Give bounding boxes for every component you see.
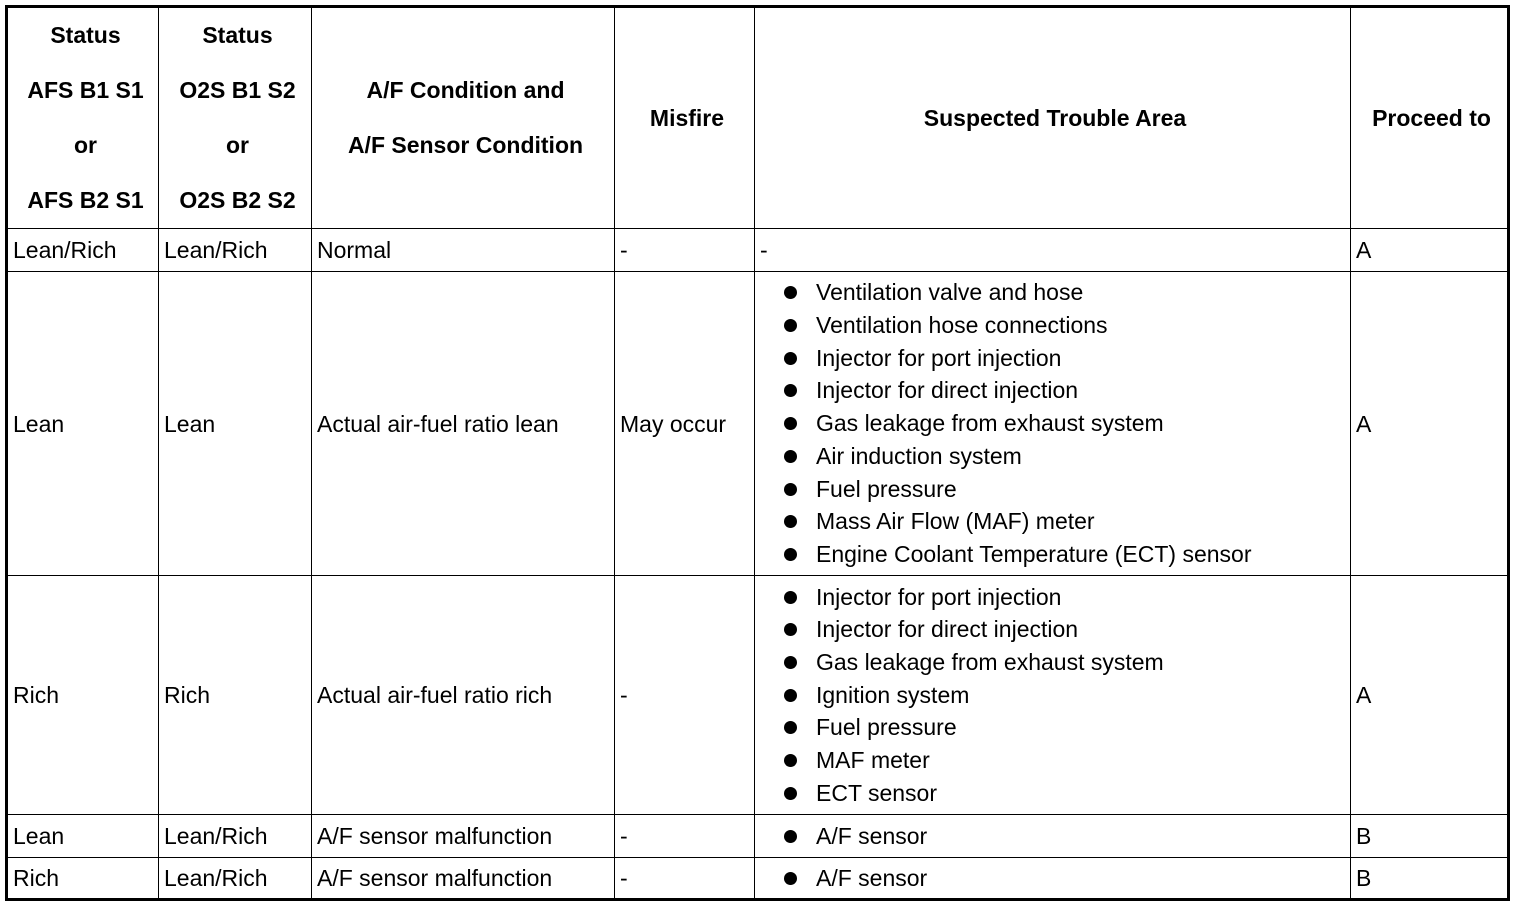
cell-af-condition: A/F sensor malfunction [312, 815, 615, 858]
trouble-area-item: Gas leakage from exhaust system [778, 646, 1350, 679]
cell-suspected-trouble-area [755, 858, 1351, 900]
header-o2s-line-4: O2S B2 S2 [179, 187, 296, 213]
header-trouble-label: Suspected Trouble Area [923, 105, 1187, 131]
trouble-area-item: Fuel pressure [778, 473, 1350, 506]
table-body [7, 229, 1509, 900]
trouble-area-item: Injector for port injection [778, 581, 1350, 614]
trouble-area-item: Injector for direct injection [778, 613, 1350, 646]
diagnostic-table [5, 5, 1510, 901]
cell-misfire: May occur [615, 272, 755, 576]
trouble-area-item: Gas leakage from exhaust system [778, 407, 1350, 440]
cell-proceed-to: B [1351, 858, 1509, 900]
cell-proceed-to: A [1351, 576, 1509, 815]
table-row [7, 272, 1509, 576]
cell-o2s-status: Lean/Rich [159, 858, 312, 900]
cell-misfire: - [615, 229, 755, 272]
cell-afs-status: Rich [7, 858, 159, 900]
trouble-area-item: Ignition system [778, 679, 1350, 712]
header-condition-line-2: A/F Sensor Condition [347, 132, 584, 158]
header-afs-line-2: AFS B1 S1 [27, 77, 144, 103]
header-misfire-label: Misfire [649, 105, 725, 131]
trouble-area-item: A/F sensor [778, 820, 1350, 853]
trouble-area-list [760, 581, 1350, 810]
trouble-area-item: Mass Air Flow (MAF) meter [778, 505, 1350, 538]
trouble-area-list [760, 862, 1350, 895]
cell-o2s-status: Lean/Rich [159, 229, 312, 272]
cell-suspected-trouble-area [755, 576, 1351, 815]
cell-suspected-trouble-area: - [755, 229, 1351, 272]
header-af-condition [312, 7, 615, 229]
cell-suspected-trouble-area [755, 815, 1351, 858]
trouble-area-item: Ventilation hose connections [778, 309, 1350, 342]
header-row [7, 7, 1509, 229]
header-o2s-status [159, 7, 312, 229]
trouble-area-item: Air induction system [778, 440, 1350, 473]
header-o2s-line-1: Status [202, 22, 273, 48]
header-afs-line-4: AFS B2 S1 [27, 187, 144, 213]
trouble-area-item: A/F sensor [778, 862, 1350, 895]
cell-misfire: - [615, 576, 755, 815]
header-proceed-to [1351, 7, 1509, 229]
header-misfire [615, 7, 755, 229]
cell-afs-status: Lean [7, 815, 159, 858]
cell-afs-status: Rich [7, 576, 159, 815]
trouble-area-item: Injector for direct injection [778, 374, 1350, 407]
trouble-area-item: Injector for port injection [778, 342, 1350, 375]
table-row [7, 815, 1509, 858]
cell-proceed-to: A [1351, 229, 1509, 272]
table-row [7, 576, 1509, 815]
header-proceed-label: Proceed to [1372, 105, 1491, 131]
cell-misfire: - [615, 858, 755, 900]
cell-proceed-to: B [1351, 815, 1509, 858]
header-afs-line-1: Status [50, 22, 121, 48]
table-row [7, 858, 1509, 900]
cell-af-condition: Actual air-fuel ratio rich [312, 576, 615, 815]
trouble-area-list [760, 276, 1350, 570]
cell-af-condition: Normal [312, 229, 615, 272]
cell-o2s-status: Rich [159, 576, 312, 815]
cell-o2s-status: Lean/Rich [159, 815, 312, 858]
trouble-area-item: ECT sensor [778, 777, 1350, 810]
trouble-area-item: Ventilation valve and hose [778, 276, 1350, 309]
trouble-area-item: MAF meter [778, 744, 1350, 777]
cell-afs-status: Lean [7, 272, 159, 576]
cell-proceed-to: A [1351, 272, 1509, 576]
header-o2s-line-2: O2S B1 S2 [179, 77, 296, 103]
header-afs-line-3: or [74, 132, 97, 158]
trouble-area-list [760, 820, 1350, 853]
header-o2s-line-3: or [226, 132, 249, 158]
trouble-area-item: Engine Coolant Temperature (ECT) sensor [778, 538, 1350, 571]
cell-o2s-status: Lean [159, 272, 312, 576]
header-condition-line-1: A/F Condition and [366, 77, 565, 103]
cell-afs-status: Lean/Rich [7, 229, 159, 272]
cell-suspected-trouble-area [755, 272, 1351, 576]
cell-af-condition: Actual air-fuel ratio lean [312, 272, 615, 576]
table-row [7, 229, 1509, 272]
cell-af-condition: A/F sensor malfunction [312, 858, 615, 900]
cell-misfire: - [615, 815, 755, 858]
header-suspected-trouble-area [755, 7, 1351, 229]
header-afs-status [7, 7, 159, 229]
trouble-area-item: Fuel pressure [778, 711, 1350, 744]
